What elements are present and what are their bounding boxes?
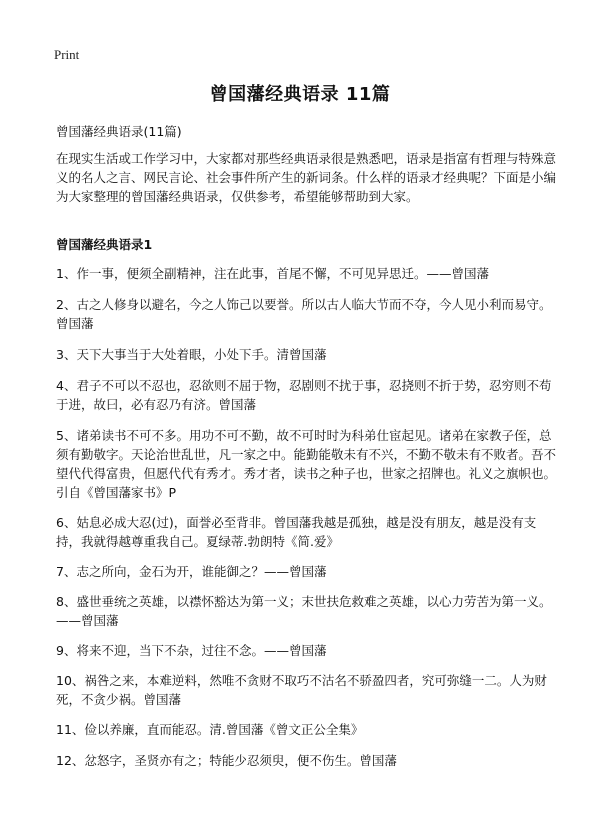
quote-item: 3、天下大事当于大处着眼，小处下手。清曾国藩	[56, 347, 327, 362]
quote-item: 6、姑息必成大忍(过)，面誉必至背非。曾国藩我越是孤独，越是没有朋友，越是没有支持，我就得越尊重我自己。夏绿蒂.勃朗特《简.爱》	[56, 515, 537, 549]
quote-item: 9、将来不迎，当下不杂，过往不念。——曾国藩	[56, 643, 327, 658]
page-title: 曾国藩经典语录 11篇	[209, 84, 391, 105]
quote-item: 12、忿怒字，圣贤亦有之；特能少忍须臾，便不伤生。曾国藩	[56, 753, 397, 768]
quote-item: 10、祸咎之来，本难逆料，然唯不贪财不取巧不沽名不骄盈四者，究可弥缝一二。人为财死，不贪少祸。曾国藩	[56, 673, 547, 707]
quote-item: 1、作一事，便须全副精神，注在此事，首尾不懈，不可见异思迁。——曾国藩	[56, 266, 489, 281]
print-link[interactable]: Print	[54, 47, 80, 62]
section-heading: 曾国藩经典语录1	[56, 237, 153, 252]
document-subtitle: 曾国藩经典语录(11篇)	[56, 124, 182, 139]
quote-item: 5、诸弟读书不可不多。用功不可不勤，故不可时时为科弟仕宦起见。诸弟在家教子侄，总须有勤敬字。天论治世乱世，凡一家之中。能勤能敬未有不兴，不勤不敬未有不败者。吾不望代代得富贵，但愿代代有秀才。秀才者，读书之种子也，世家之招牌也。礼义之旗帜也。引自《曾国藩家书》P	[56, 428, 557, 500]
intro-paragraph: 在现实生活或工作学习中，大家都对那些经典语录很是熟悉吧，语录是指富有哲理与特殊意义的名人之言、网民言论、社会事件所产生的新词条。什么样的语录才经典呢？下面是小编为大家整理的曾国藩经典语录，仅供参考，希望能够帮助到大家。	[56, 151, 557, 204]
quote-item: 11、俭以养廉，直而能忍。清.曾国藩《曾文正公全集》	[56, 722, 364, 737]
quote-item: 8、盛世垂统之英雄，以襟怀豁达为第一义；末世扶危救难之英雄，以心力劳苦为第一义。——曾国藩	[56, 594, 552, 628]
quote-item: 2、古之人修身以避名，今之人饰己以要誉。所以古人临大节而不夺，今人见小利而易守。曾国藩	[56, 297, 552, 331]
quote-item: 4、君子不可以不忍也，忍欲则不屈于物，忍剧则不扰于事，忍挠则不折于势，忍穷则不苟于进，故曰，必有忍乃有济。曾国藩	[56, 378, 552, 412]
quote-item: 7、志之所向，金石为开，谁能御之？——曾国藩	[56, 564, 327, 579]
